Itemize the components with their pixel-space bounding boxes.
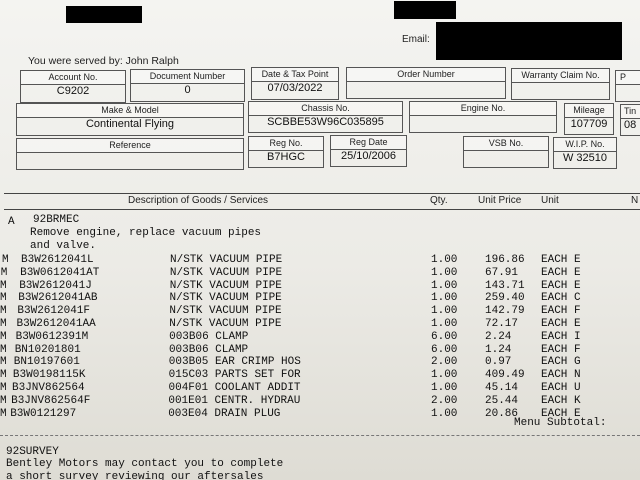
wip-no-label: W.I.P. No. [554,138,616,152]
item-qty: 1.00 [431,279,458,292]
item-part-number: B3JNV862564F [11,394,91,407]
item-unit-price: 67.91 [485,266,519,279]
item-flag: M [0,356,7,369]
item-description: 004F01 COOLANT ADDIT [168,382,301,394]
item-unit-price: 142.79 [485,305,525,318]
account-no-label: Account No. [21,71,125,85]
mileage-label: Mileage [565,104,613,118]
email-label: Email: [402,34,430,45]
item-flag: M [0,382,7,394]
table-row [0,331,640,343]
order-number-value [347,81,505,98]
item-unit: EACH I [541,330,581,343]
item-qty: 1.00 [431,318,458,330]
item-flag: M [0,330,7,343]
document-number-value: 0 [184,84,191,96]
date-tax-point-value: 07/03/2022 [267,82,323,94]
table-row [0,369,640,381]
item-flag: M [2,254,9,266]
item-description: 003B06 CLAMP [168,343,249,356]
item-flag: M [0,279,7,292]
wip-no-value: W 32510 [562,152,608,164]
item-part-number: B3W0121297 [10,407,77,420]
reference-field [16,138,244,170]
document-number-field [130,69,245,102]
redacted-block-top-left [66,6,142,23]
vsb-no-value [464,150,548,167]
item-description: N/STK VACUUM PIPE [169,318,282,330]
item-unit: EACH N [541,369,581,382]
item-description: 015C03 PARTS SET FOR [168,369,301,382]
menu-subtotal-label: Menu Subtotal: [514,417,607,429]
survey-text-line-2: a short survey reviewing our aftersales [6,471,264,480]
item-part-number: B3W0198115K [12,369,86,382]
cutoff-field-p-label: P [616,71,640,85]
item-unit-price: 0.97 [485,356,512,369]
table-row [0,280,640,292]
reg-no-field [248,136,324,168]
item-unit-price: 2.24 [485,330,512,343]
account-no-value: C9202 [56,85,90,97]
item-flag: M [0,343,7,356]
item-unit: EACH E [541,407,581,420]
item-unit: EACH E [541,318,581,330]
item-unit-price: 259.40 [485,292,525,305]
table-row [0,267,640,279]
account-no-field [20,70,126,103]
item-qty: 1.00 [431,305,458,318]
chassis-no-label: Chassis No. [249,102,402,116]
item-flag: M [0,266,8,279]
table-row [0,254,640,266]
make-model-value: Continental Flying [85,118,175,130]
item-flag: M [0,369,7,382]
reg-no-value: B7HGC [267,151,305,163]
vsb-no-field [463,136,549,168]
warranty-claim-label: Warranty Claim No. [512,69,609,83]
wip-no-field [553,137,617,169]
order-number-label: Order Number [347,68,505,82]
menu-description-line-1: Remove engine, replace vacuum pipes [30,227,262,239]
item-flag: M [0,305,7,318]
item-qty: 1.00 [431,254,458,266]
redacted-email [436,22,622,60]
item-description: 003B06 CLAMP [169,330,249,343]
make-model-label: Make & Model [17,104,243,118]
table-row [0,344,640,356]
reference-label: Reference [17,139,243,153]
item-flag: M [0,407,7,420]
table-row [0,305,640,317]
item-unit-price: 72.17 [485,318,519,330]
order-number-field [346,67,506,99]
item-unit-price: 409.49 [485,369,525,382]
date-tax-point-label: Date & Tax Point [252,68,338,82]
col-unit-header: Unit [541,195,559,206]
table-row [0,292,640,304]
item-part-number: BN10197601 [13,356,80,369]
item-unit-price: 25.44 [485,394,519,407]
served-by-text: You were served by: John Ralph [28,55,179,67]
item-qty: 1.00 [431,266,458,279]
cutoff-field-p [615,70,640,102]
item-description: 003B05 EAR CRIMP HOS [168,356,301,369]
menu-description-line-2: and valve. [30,240,97,252]
engine-no-value [410,115,556,132]
section-divider [0,435,640,436]
cutoff-field-tin-label: Tin [621,105,640,119]
table-row [0,395,640,407]
menu-code: 92BRMEC [33,214,80,226]
item-unit: EACH E [541,254,581,266]
item-unit-price: 143.71 [485,279,525,292]
item-description: 001E01 CENTR. HYDRAU [168,394,301,407]
chassis-no-field [248,101,403,133]
item-unit-price: 1.24 [485,343,512,356]
item-unit: EACH F [541,305,581,318]
survey-code: 92SURVEY [6,446,59,458]
item-unit: EACH G [541,356,581,369]
item-unit-price: 20.86 [485,407,519,420]
item-part-number: B3W2612041AB [18,292,98,305]
item-description: N/STK VACUUM PIPE [169,279,282,292]
item-part-number: BN10201801 [14,343,81,356]
item-unit-price: 45.14 [485,382,519,394]
item-unit: EACH U [541,382,581,394]
item-unit: EACH E [541,279,581,292]
mileage-value: 107709 [570,118,608,130]
col-n-header: N [631,195,639,206]
item-part-number: B3JNV862564 [12,382,85,394]
item-part-number: B3W2612041J [19,279,92,292]
reg-no-label: Reg No. [249,137,323,151]
warranty-claim-field [511,68,610,100]
engine-no-label: Engine No. [410,102,556,116]
col-qty-header: Qty. [430,195,448,206]
redacted-block-top-right [394,1,456,19]
item-qty: 1.00 [431,407,458,420]
item-description: N/STK VACUUM PIPE [169,266,283,279]
table-row [0,382,640,394]
reg-date-field [330,135,407,167]
warranty-claim-value [512,82,609,99]
item-description: N/STK VACUUM PIPE [169,305,282,318]
menu-marker: A [8,216,15,228]
goods-table-header [4,193,640,210]
item-unit: EACH K [541,394,581,407]
item-unit-price: 196.86 [485,254,525,266]
item-flag: M [0,394,7,407]
item-part-number: B3W0612041AT [20,266,100,279]
item-unit: EACH C [541,292,581,305]
item-qty: 1.00 [431,382,458,394]
table-row [0,356,640,368]
mileage-field [564,103,614,135]
item-qty: 2.00 [431,356,458,369]
document-number-label: Document Number [131,70,244,84]
reg-date-label: Reg Date [331,136,406,150]
item-unit: EACH F [541,343,581,356]
cutoff-field-tin-value: 08 [624,119,637,131]
item-description: N/STK VACUUM PIPE [170,254,283,266]
item-description: N/STK VACUUM PIPE [169,292,282,305]
item-qty: 1.00 [431,292,458,305]
item-qty: 1.00 [431,369,458,382]
reference-value [17,152,243,169]
table-row [0,318,640,330]
col-unit-price-header: Unit Price [478,195,522,206]
engine-no-field [409,101,557,133]
item-unit: EACH E [541,266,581,279]
item-part-number: B3W2612041AA [16,318,96,330]
cutoff-field-tin [620,104,640,136]
col-description-header: Description of Goods / Services [128,195,269,206]
survey-text-line-1: Bentley Motors may contact you to complete [6,458,284,470]
item-qty: 2.00 [431,394,458,407]
item-flag: M [0,318,7,330]
chassis-no-value: SCBBE53W96C035895 [267,116,384,128]
reg-date-value: 25/10/2006 [340,150,397,162]
date-tax-point-field [251,67,339,100]
item-part-number: B3W2612041F [17,305,91,318]
item-part-number: B3W0612391M [15,330,89,343]
item-flag: M [0,292,7,305]
vsb-no-label: VSB No. [464,137,548,151]
item-part-number: B3W2612041L [21,254,94,266]
item-qty: 6.00 [431,343,458,356]
item-qty: 6.00 [431,330,458,343]
make-model-field [16,103,244,136]
item-description: 003E04 DRAIN PLUG [168,407,281,420]
